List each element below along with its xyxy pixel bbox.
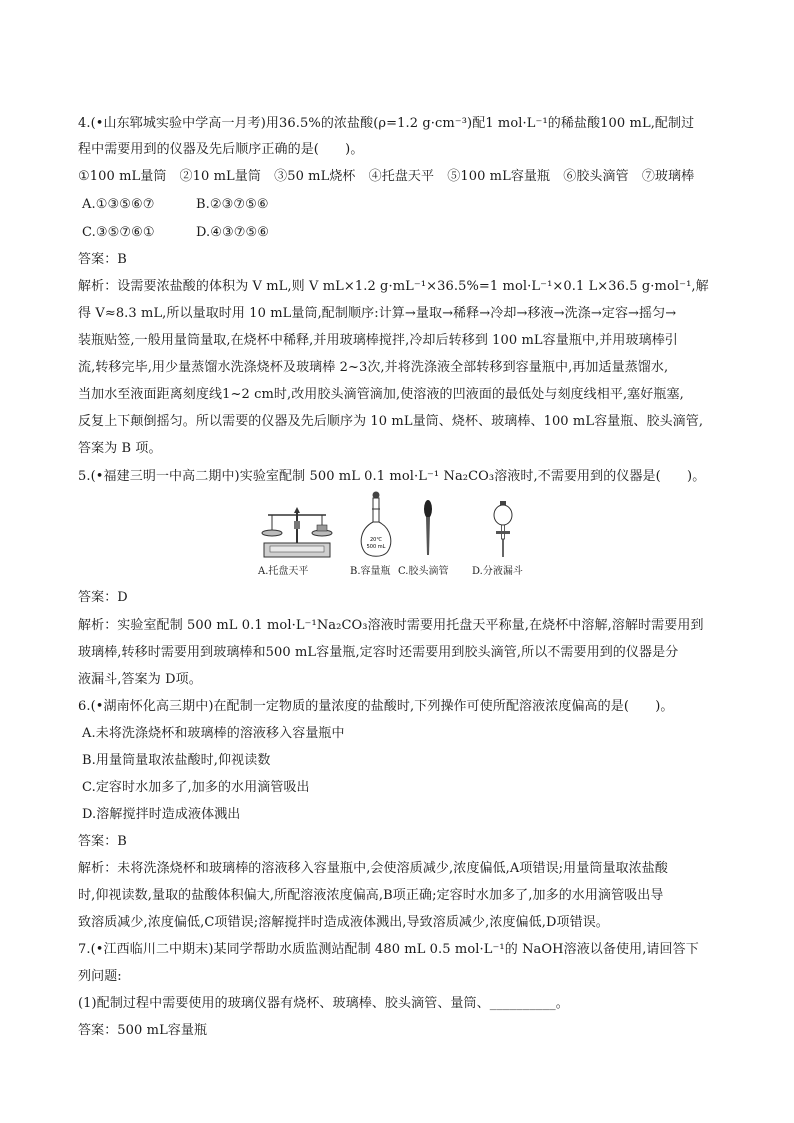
q4-option-c: C.③⑤⑦⑥① xyxy=(82,225,155,240)
q6-option-d: D.溶解搅拌时造成液体溅出 xyxy=(82,807,241,822)
q4-explanation-line: 当加水至液面距离刻度线1~2 cm时,改用胶头滴管滴加,使溶液的凹液面的最低处与刻度线相平,塞好瓶塞, xyxy=(78,387,684,402)
q6-option-c: C.定容时水加多了,加多的水用滴管吸出 xyxy=(82,780,310,795)
caption-d: D.分液漏斗 xyxy=(472,566,523,577)
q6-explanation-line: 时,仰视读数,量取的盐酸体积偏大,所配溶液浓度偏高,B项正确;定容时水加多了,加多的水用滴管吸出导 xyxy=(78,888,664,903)
q7-stem-line1: 7.(•江西临川二中期末)某同学帮助水质监测站配制 480 mL 0.5 mol·L⁻¹的 NaOH溶液以备使用,请回答下 xyxy=(78,942,699,957)
q4-explanation-line: 反复上下颠倒摇匀。所以需要的仪器及先后顺序为 10 mL量筒、烧杯、玻璃棒、100 mL容量瓶、胶头滴管, xyxy=(78,414,704,429)
q6-stem: 6.(•湖南怀化高三期中)在配制一定物质的量浓度的盐酸时,下列操作可使所配溶液浓度偏高的是( )。 xyxy=(78,699,674,714)
caption-b: B.容量瓶 xyxy=(350,566,391,577)
volumetric-flask-illustration xyxy=(356,491,396,561)
q5-explanation-line: 玻璃棒,转移时需要用到玻璃棒和500 mL容量瓶,定容时还需要用到胶头滴管,所以不需要用到的仪器是分 xyxy=(78,645,679,660)
q7-sub-question-1: (1)配制过程中需要使用的玻璃仪器有烧杯、玻璃棒、胶头滴管、量筒、__________。 xyxy=(78,996,569,1011)
caption-c: C.胶头滴管 xyxy=(398,566,449,577)
q5-stem: 5.(•福建三明一中高二期中)实验室配制 500 mL 0.1 mol·L⁻¹ Na₂CO₃溶液时,不需要用到的仪器是( )。 xyxy=(78,469,706,484)
q6-option-b: B.用量筒量取浓盐酸时,仰视读数 xyxy=(82,753,271,768)
q4-answer: 答案：B xyxy=(78,252,127,267)
dropper-illustration xyxy=(420,499,436,561)
q5-answer: 答案：D xyxy=(78,590,128,605)
flask-temperature-label: 20℃ xyxy=(370,537,382,543)
q4-items: ①100 mL量筒 ②10 mL量筒 ③50 mL烧杯 ④托盘天平 ⑤100 mL容量瓶 ⑥胶头滴管 ⑦玻璃棒 xyxy=(78,169,695,184)
q7-answer: 答案：500 mL容量瓶 xyxy=(78,1023,208,1038)
q5-explanation-line: 解析：实验室配制 500 mL 0.1 mol·L⁻¹Na₂CO₃溶液时需要用托盘天平称量,在烧杯中溶解,溶解时需要用到 xyxy=(78,618,704,633)
q4-explanation-line: 答案为 B 项。 xyxy=(78,441,162,456)
q4-explanation-line: 流,转移完毕,用少量蒸馏水洗涤烧杯及玻璃棒 2~3次,并将洗涤液全部转移到容量瓶中,再加适量蒸馏水, xyxy=(78,360,669,375)
q6-explanation-line: 解析：未将洗涤烧杯和玻璃棒的溶液移入容量瓶中,会使溶质减少,浓度偏低,A项错误;用量筒量取浓盐酸 xyxy=(78,861,668,876)
q4-explanation-line: 装瓶贴签,一般用量筒量取,在烧杯中稀释,并用玻璃棒搅拌,冷却后转移到 100 mL容量瓶中,并用玻璃棒引 xyxy=(78,333,678,348)
q6-option-a: A.未将洗涤烧杯和玻璃棒的溶液移入容量瓶中 xyxy=(82,726,345,741)
q4-stem-line1: 4.(•山东郓城实验中学高一月考)用36.5%的浓盐酸(ρ=1.2 g·cm⁻³)配1 mol·L⁻¹的稀盐酸100 mL,配制过 xyxy=(78,116,695,131)
q4-explanation-line: 解析：设需要浓盐酸的体积为 V mL,则 V mL×1.2 g·mL⁻¹×36.5%=1 mol·L⁻¹×0.1 L×36.5 g·mol⁻¹,解 xyxy=(78,279,709,294)
q6-explanation-line: 致溶质减少,浓度偏低,C项错误;溶解搅拌时造成液体溅出,导致溶质减少,浓度偏低,D项错误。 xyxy=(78,915,609,930)
q4-option-b: B.②③⑦⑤⑥ xyxy=(196,197,269,212)
q5-instrument-figure xyxy=(258,495,548,585)
flask-volume-label: 500 mL xyxy=(366,544,386,550)
separatory-funnel-illustration xyxy=(488,501,518,563)
q4-stem-line2: 程中需要用到的仪器及先后顺序正确的是( )。 xyxy=(78,142,364,157)
q7-stem-line2: 列问题: xyxy=(78,969,122,984)
caption-a: A.托盘天平 xyxy=(258,566,309,577)
q4-explanation-line: 得 V≈8.3 mL,所以量取时用 10 mL量筒,配制顺序:计算→量取→稀释→冷却→移液→洗涤→定容→摇匀→ xyxy=(78,306,677,321)
q4-option-a: A.①③⑤⑥⑦ xyxy=(82,197,155,212)
q5-explanation-line: 液漏斗,答案为 D项。 xyxy=(78,672,202,687)
q6-answer: 答案：B xyxy=(78,834,127,849)
balance-illustration xyxy=(258,497,338,559)
q4-option-d: D.④③⑦⑤⑥ xyxy=(196,225,270,240)
